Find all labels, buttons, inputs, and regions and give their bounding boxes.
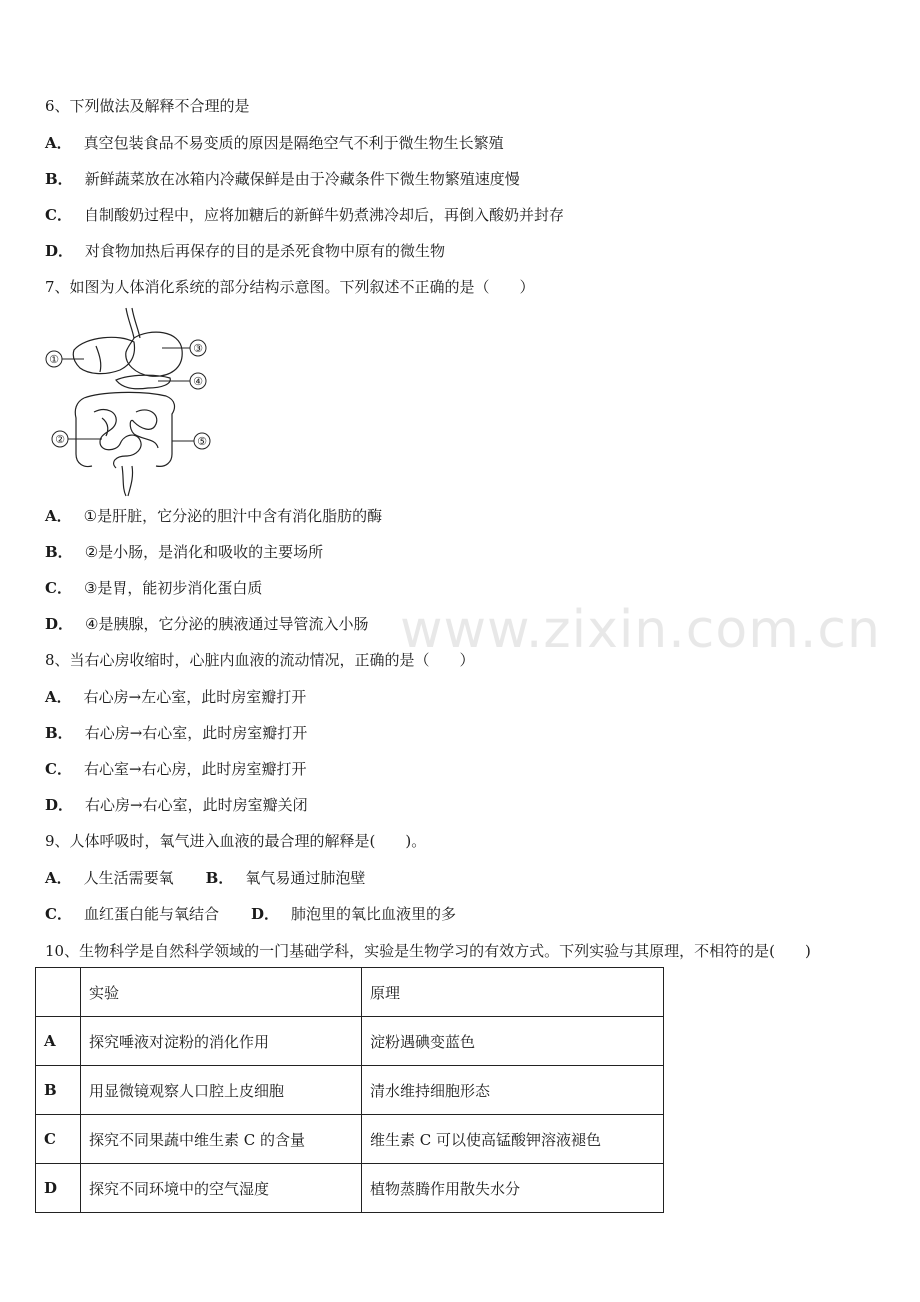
option-letter: C． [45, 760, 72, 778]
option-text: 血红蛋白能与氧结合 [83, 905, 219, 923]
q6-option-d [45, 241, 445, 261]
option-text: 自制酸奶过程中，应将加糖后的新鲜牛奶煮沸冷却后，再倒入酸奶并封存 [83, 206, 564, 224]
option-text: ①是肝脏，它分泌的胆汁中含有消化脂肪的酶 [83, 507, 383, 525]
option-letter: D． [45, 242, 74, 260]
option-text: 右心房→左心室，此时房室瓣打开 [83, 688, 307, 706]
label-3: ③ [193, 342, 203, 355]
table-cell: 淀粉遇碘变蓝色 [362, 1017, 664, 1066]
q6-option-a [45, 133, 504, 153]
q7-option-c [45, 578, 262, 598]
table-header [36, 968, 81, 1017]
option-letter: A． [45, 134, 72, 152]
option-text: 右心房→右心室，此时房室瓣关闭 [85, 796, 308, 814]
option-text: ④是胰腺，它分泌的胰液通过导管流入小肠 [85, 615, 369, 633]
label-1: ① [49, 353, 59, 366]
option-letter: C． [45, 206, 72, 224]
q7-option-d [45, 614, 368, 634]
option-letter: B． [45, 724, 73, 742]
table-cell: 探究不同环境中的空气湿度 [81, 1164, 362, 1213]
option-text: 右心房→右心室，此时房室瓣打开 [84, 724, 308, 742]
table-header-row [36, 968, 664, 1017]
q8-option-c [45, 759, 307, 779]
question-7-stem: 7、如图为人体消化系统的部分结构示意图。下列叙述不正确的是（ ） [45, 278, 535, 296]
table-cell: 探究不同果蔬中维生素 C 的含量 [81, 1115, 362, 1164]
experiment-table [35, 967, 664, 1213]
option-letter: A． [45, 688, 72, 706]
table-cell: D [36, 1164, 81, 1213]
table-row [36, 1164, 664, 1213]
watermark: www.zixin.com.cn [400, 600, 881, 660]
table-cell: A [36, 1017, 81, 1066]
option-text: ②是小肠，是消化和吸收的主要场所 [84, 543, 324, 561]
question-6-stem: 6、下列做法及解释不合理的是 [45, 97, 250, 115]
option-text: 右心室→右心房，此时房室瓣打开 [83, 760, 307, 778]
question-9-stem: 9、人体呼吸时，氧气进入血液的最合理的解释是( )。 [45, 832, 427, 850]
option-letter: A． [45, 507, 72, 525]
option-letter: B． [45, 543, 73, 561]
q7-option-a [45, 506, 382, 526]
table-cell: 用显微镜观察人口腔上皮细胞 [81, 1066, 362, 1115]
q6-option-b [45, 169, 520, 189]
table-cell: 植物蒸腾作用散失水分 [362, 1164, 664, 1213]
option-letter: B． [45, 170, 73, 188]
table-cell: B [36, 1066, 81, 1115]
option-letter: D． [45, 796, 74, 814]
option-text: 人生活需要氧 [83, 869, 174, 887]
question-8-stem: 8、当右心房收缩时，心脏内血液的流动情况，正确的是（ ） [45, 651, 475, 669]
option-text: 氧气易通过肺泡壁 [245, 869, 366, 887]
table-header: 实验 [81, 968, 362, 1017]
option-letter: B． [205, 869, 234, 887]
q8-option-a [45, 687, 306, 707]
table-row [36, 1066, 664, 1115]
option-text: 真空包装食品不易变质的原因是隔绝空气不利于微生物生长繁殖 [83, 134, 504, 152]
option-letter: C． [45, 579, 72, 597]
q9-options-row-1 [45, 868, 365, 888]
option-text: ③是胃，能初步消化蛋白质 [83, 579, 263, 597]
q9-options-row-2 [45, 904, 456, 924]
option-letter: C． [45, 905, 72, 923]
option-letter: D． [250, 905, 279, 923]
label-5: ⑤ [197, 435, 207, 448]
option-letter: D． [45, 615, 74, 633]
q6-option-c [45, 205, 564, 225]
q7-option-b [45, 542, 323, 562]
option-text: 对食物加热后再保存的目的是杀死食物中原有的微生物 [85, 242, 446, 260]
option-text: 肺泡里的氧比血液里的多 [290, 905, 456, 923]
question-10-stem: 10、生物科学是自然科学领域的一门基础学科，实验是生物学习的有效方式。下列实验与其原理，不相符的是( ) [45, 942, 811, 960]
label-2: ② [55, 433, 65, 446]
q8-option-d [45, 795, 308, 815]
option-text: 新鲜蔬菜放在冰箱内冷藏保鲜是由于冷藏条件下微生物繁殖速度慢 [84, 170, 520, 188]
digestive-system-figure [40, 306, 220, 500]
table-cell: 清水维持细胞形态 [362, 1066, 664, 1115]
label-4: ④ [193, 375, 203, 388]
table-cell: 维生素 C 可以使高锰酸钾溶液褪色 [362, 1115, 664, 1164]
table-cell: C [36, 1115, 81, 1164]
table-header: 原理 [362, 968, 664, 1017]
table-row [36, 1017, 664, 1066]
table-row [36, 1115, 664, 1164]
q8-option-b [45, 723, 307, 743]
digestive-system-diagram [40, 306, 220, 500]
option-letter: A． [45, 869, 72, 887]
table-cell: 探究唾液对淀粉的消化作用 [81, 1017, 362, 1066]
